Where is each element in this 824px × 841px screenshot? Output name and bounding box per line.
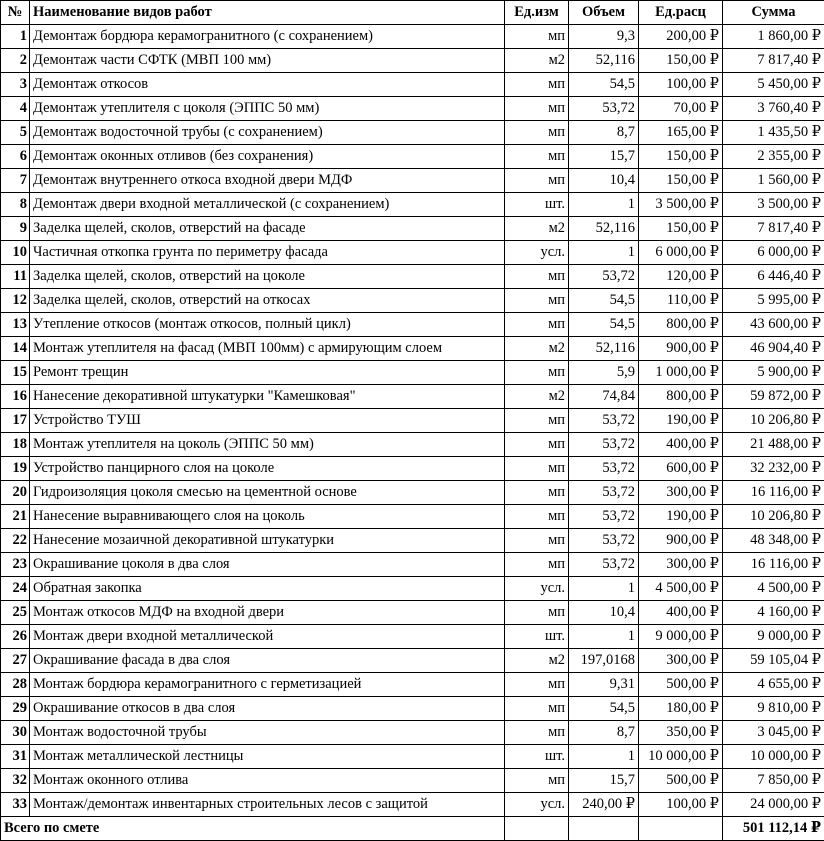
quantity-cell: 5,9 (569, 361, 639, 385)
total-gap-cell (639, 817, 723, 841)
unit-cell: м2 (505, 337, 569, 361)
unit-cell: шт. (505, 625, 569, 649)
unit-cell: усл. (505, 241, 569, 265)
sum-cell: 5 450,00 ₽ (723, 73, 824, 97)
quantity-cell: 54,5 (569, 73, 639, 97)
quantity-cell: 53,72 (569, 481, 639, 505)
unit-cell: мп (505, 409, 569, 433)
work-name: Обратная закопка (30, 577, 505, 601)
work-name: Заделка щелей, сколов, отверстий на фасаде (30, 217, 505, 241)
row-number: 21 (1, 505, 30, 529)
sum-cell: 5 995,00 ₽ (723, 289, 824, 313)
sum-cell: 2 355,00 ₽ (723, 145, 824, 169)
quantity-cell: 15,7 (569, 145, 639, 169)
work-name: Нанесение выравнивающего слоя на цоколь (30, 505, 505, 529)
row-number: 5 (1, 121, 30, 145)
unit-cell: мп (505, 73, 569, 97)
quantity-cell: 53,72 (569, 409, 639, 433)
sum-cell: 10 000,00 ₽ (723, 745, 824, 769)
quantity-cell: 53,72 (569, 433, 639, 457)
table-row (1, 697, 824, 721)
unit-price-cell: 70,00 ₽ (639, 97, 723, 121)
unit-price-cell: 9 000,00 ₽ (639, 625, 723, 649)
sum-cell: 1 435,50 ₽ (723, 121, 824, 145)
work-name: Демонтаж двери входной металлической (с сохранением) (30, 193, 505, 217)
header-num: № (1, 1, 30, 25)
table-row (1, 505, 824, 529)
sum-cell: 7 817,40 ₽ (723, 217, 824, 241)
unit-cell: мп (505, 145, 569, 169)
row-number: 3 (1, 73, 30, 97)
unit-cell: мп (505, 769, 569, 793)
table-row (1, 97, 824, 121)
row-number: 13 (1, 313, 30, 337)
table-row (1, 361, 824, 385)
table-row (1, 649, 824, 673)
unit-price-cell: 6 000,00 ₽ (639, 241, 723, 265)
sum-cell: 1 560,00 ₽ (723, 169, 824, 193)
row-number: 22 (1, 529, 30, 553)
work-name: Заделка щелей, сколов, отверстий на откосах (30, 289, 505, 313)
row-number: 14 (1, 337, 30, 361)
table-row (1, 553, 824, 577)
table-row (1, 169, 824, 193)
quantity-cell: 1 (569, 241, 639, 265)
unit-price-cell: 190,00 ₽ (639, 409, 723, 433)
unit-cell: м2 (505, 49, 569, 73)
table-row (1, 25, 824, 49)
work-name: Окрашивание фасада в два слоя (30, 649, 505, 673)
quantity-cell: 74,84 (569, 385, 639, 409)
unit-cell: усл. (505, 793, 569, 817)
work-name: Окрашивание откосов в два слоя (30, 697, 505, 721)
quantity-cell: 10,4 (569, 601, 639, 625)
quantity-cell: 1 (569, 745, 639, 769)
table-row (1, 625, 824, 649)
work-name: Демонтаж бордюра керамогранитного (с сохранением) (30, 25, 505, 49)
unit-cell: мп (505, 97, 569, 121)
unit-cell: мп (505, 721, 569, 745)
unit-price-cell: 800,00 ₽ (639, 313, 723, 337)
row-number: 15 (1, 361, 30, 385)
quantity-cell: 52,116 (569, 217, 639, 241)
table-row (1, 265, 824, 289)
sum-cell: 43 600,00 ₽ (723, 313, 824, 337)
work-name: Утепление откосов (монтаж откосов, полный цикл) (30, 313, 505, 337)
quantity-cell: 53,72 (569, 553, 639, 577)
quantity-cell: 53,72 (569, 529, 639, 553)
row-number: 7 (1, 169, 30, 193)
unit-cell: мп (505, 697, 569, 721)
unit-cell: мп (505, 505, 569, 529)
quantity-cell: 54,5 (569, 313, 639, 337)
sum-cell: 9 810,00 ₽ (723, 697, 824, 721)
unit-price-cell: 3 500,00 ₽ (639, 193, 723, 217)
work-name: Монтаж откосов МДФ на входной двери (30, 601, 505, 625)
row-number: 18 (1, 433, 30, 457)
total-label: Всего по смете (1, 817, 505, 841)
table-row (1, 241, 824, 265)
row-number: 19 (1, 457, 30, 481)
row-number: 24 (1, 577, 30, 601)
unit-cell: мп (505, 529, 569, 553)
unit-price-cell: 10 000,00 ₽ (639, 745, 723, 769)
quantity-cell: 1 (569, 577, 639, 601)
unit-price-cell: 400,00 ₽ (639, 433, 723, 457)
row-number: 10 (1, 241, 30, 265)
work-name: Устройство ТУШ (30, 409, 505, 433)
sum-cell: 16 116,00 ₽ (723, 553, 824, 577)
work-name: Ремонт трещин (30, 361, 505, 385)
unit-price-cell: 300,00 ₽ (639, 553, 723, 577)
unit-price-cell: 300,00 ₽ (639, 649, 723, 673)
total-sum: 501 112,14 ₽ (723, 817, 824, 841)
unit-price-cell: 150,00 ₽ (639, 49, 723, 73)
row-number: 2 (1, 49, 30, 73)
work-name: Нанесение декоративной штукатурки "Камешковая" (30, 385, 505, 409)
table-row (1, 601, 824, 625)
sum-cell: 4 655,00 ₽ (723, 673, 824, 697)
row-number: 11 (1, 265, 30, 289)
row-number: 8 (1, 193, 30, 217)
table-row (1, 577, 824, 601)
table-row (1, 745, 824, 769)
row-number: 28 (1, 673, 30, 697)
unit-price-cell: 110,00 ₽ (639, 289, 723, 313)
unit-price-cell: 600,00 ₽ (639, 457, 723, 481)
quantity-cell: 8,7 (569, 721, 639, 745)
sum-cell: 6 000,00 ₽ (723, 241, 824, 265)
unit-price-cell: 150,00 ₽ (639, 145, 723, 169)
unit-price-cell: 900,00 ₽ (639, 529, 723, 553)
work-name: Гидроизоляция цоколя смесью на цементной основе (30, 481, 505, 505)
sum-cell: 3 045,00 ₽ (723, 721, 824, 745)
row-number: 12 (1, 289, 30, 313)
row-number: 26 (1, 625, 30, 649)
sum-cell: 7 817,40 ₽ (723, 49, 824, 73)
unit-cell: мп (505, 553, 569, 577)
table-row (1, 313, 824, 337)
table-row (1, 409, 824, 433)
header-row (1, 1, 824, 25)
unit-cell: мп (505, 601, 569, 625)
header-sum: Сумма (723, 1, 824, 25)
table-row (1, 289, 824, 313)
unit-cell: мп (505, 361, 569, 385)
unit-cell: м2 (505, 385, 569, 409)
row-number: 27 (1, 649, 30, 673)
quantity-cell: 197,0168 (569, 649, 639, 673)
unit-price-cell: 4 500,00 ₽ (639, 577, 723, 601)
quantity-cell: 10,4 (569, 169, 639, 193)
unit-cell: мп (505, 265, 569, 289)
row-number: 25 (1, 601, 30, 625)
unit-price-cell: 350,00 ₽ (639, 721, 723, 745)
work-name: Нанесение мозаичной декоративной штукатурки (30, 529, 505, 553)
table-row (1, 793, 824, 817)
row-number: 1 (1, 25, 30, 49)
unit-price-cell: 200,00 ₽ (639, 25, 723, 49)
sum-cell: 3 760,40 ₽ (723, 97, 824, 121)
unit-cell: мп (505, 481, 569, 505)
unit-cell: мп (505, 25, 569, 49)
total-gap-cell (569, 817, 639, 841)
quantity-cell: 52,116 (569, 337, 639, 361)
quantity-cell: 9,3 (569, 25, 639, 49)
table-row (1, 73, 824, 97)
sum-cell: 24 000,00 ₽ (723, 793, 824, 817)
table-row (1, 217, 824, 241)
row-number: 4 (1, 97, 30, 121)
row-number: 9 (1, 217, 30, 241)
quantity-cell: 8,7 (569, 121, 639, 145)
unit-price-cell: 150,00 ₽ (639, 169, 723, 193)
row-number: 17 (1, 409, 30, 433)
sum-cell: 1 860,00 ₽ (723, 25, 824, 49)
header-unit: Ед.изм (505, 1, 569, 25)
work-name: Демонтаж части СФТК (МВП 100 мм) (30, 49, 505, 73)
unit-cell: шт. (505, 745, 569, 769)
table-row (1, 49, 824, 73)
work-name: Демонтаж откосов (30, 73, 505, 97)
work-name: Монтаж/демонтаж инвентарных строительных лесов с защитой (30, 793, 505, 817)
sum-cell: 5 900,00 ₽ (723, 361, 824, 385)
unit-price-cell: 1 000,00 ₽ (639, 361, 723, 385)
unit-cell: м2 (505, 649, 569, 673)
sum-cell: 48 348,00 ₽ (723, 529, 824, 553)
table-row (1, 673, 824, 697)
sum-cell: 4 160,00 ₽ (723, 601, 824, 625)
work-name: Демонтаж водосточной трубы (с сохранением) (30, 121, 505, 145)
quantity-cell: 52,116 (569, 49, 639, 73)
table-row (1, 385, 824, 409)
work-name: Монтаж утеплителя на цоколь (ЭППС 50 мм) (30, 433, 505, 457)
work-name: Монтаж бордюра керамогранитного с герметизацией (30, 673, 505, 697)
sum-cell: 21 488,00 ₽ (723, 433, 824, 457)
sum-cell: 10 206,80 ₽ (723, 505, 824, 529)
quantity-cell: 53,72 (569, 505, 639, 529)
row-number: 23 (1, 553, 30, 577)
sum-cell: 7 850,00 ₽ (723, 769, 824, 793)
header-price: Ед.расц (639, 1, 723, 25)
unit-price-cell: 500,00 ₽ (639, 673, 723, 697)
quantity-cell: 53,72 (569, 457, 639, 481)
sum-cell: 4 500,00 ₽ (723, 577, 824, 601)
unit-price-cell: 190,00 ₽ (639, 505, 723, 529)
quantity-cell: 1 (569, 193, 639, 217)
work-name: Монтаж металлической лестницы (30, 745, 505, 769)
unit-cell: м2 (505, 217, 569, 241)
sum-cell: 16 116,00 ₽ (723, 481, 824, 505)
total-row (1, 817, 824, 841)
work-name: Монтаж водосточной трубы (30, 721, 505, 745)
sum-cell: 59 105,04 ₽ (723, 649, 824, 673)
table-row (1, 769, 824, 793)
quantity-cell: 53,72 (569, 97, 639, 121)
quantity-cell: 53,72 (569, 265, 639, 289)
table-row (1, 145, 824, 169)
row-number: 6 (1, 145, 30, 169)
unit-price-cell: 120,00 ₽ (639, 265, 723, 289)
table-row (1, 529, 824, 553)
sum-cell: 6 446,40 ₽ (723, 265, 824, 289)
row-number: 30 (1, 721, 30, 745)
quantity-cell: 54,5 (569, 697, 639, 721)
unit-price-cell: 100,00 ₽ (639, 793, 723, 817)
sum-cell: 46 904,40 ₽ (723, 337, 824, 361)
table-row (1, 721, 824, 745)
unit-price-cell: 165,00 ₽ (639, 121, 723, 145)
row-number: 29 (1, 697, 30, 721)
unit-price-cell: 900,00 ₽ (639, 337, 723, 361)
row-number: 32 (1, 769, 30, 793)
unit-price-cell: 180,00 ₽ (639, 697, 723, 721)
quantity-cell: 9,31 (569, 673, 639, 697)
unit-price-cell: 300,00 ₽ (639, 481, 723, 505)
unit-price-cell: 800,00 ₽ (639, 385, 723, 409)
work-name: Демонтаж оконных отливов (без сохранения) (30, 145, 505, 169)
work-name: Устройство панцирного слоя на цоколе (30, 457, 505, 481)
sum-cell: 59 872,00 ₽ (723, 385, 824, 409)
work-name: Монтаж двери входной металлической (30, 625, 505, 649)
unit-cell: мп (505, 457, 569, 481)
unit-price-cell: 100,00 ₽ (639, 73, 723, 97)
unit-price-cell: 400,00 ₽ (639, 601, 723, 625)
total-gap-cell (505, 817, 569, 841)
table-row (1, 481, 824, 505)
sum-cell: 9 000,00 ₽ (723, 625, 824, 649)
work-name: Монтаж утеплителя на фасад (МВП 100мм) с армирующим слоем (30, 337, 505, 361)
table-body (1, 25, 824, 817)
work-name: Частичная откопка грунта по периметру фасада (30, 241, 505, 265)
quantity-cell: 240,00 ₽ (569, 793, 639, 817)
header-name: Наименование видов работ (30, 1, 505, 25)
quantity-cell: 54,5 (569, 289, 639, 313)
table-row (1, 433, 824, 457)
table-row (1, 121, 824, 145)
table-row (1, 193, 824, 217)
header-qty: Объем (569, 1, 639, 25)
quantity-cell: 1 (569, 625, 639, 649)
work-name: Монтаж оконного отлива (30, 769, 505, 793)
sum-cell: 32 232,00 ₽ (723, 457, 824, 481)
unit-cell: мп (505, 169, 569, 193)
row-number: 20 (1, 481, 30, 505)
work-name: Заделка щелей, сколов, отверстий на цоколе (30, 265, 505, 289)
row-number: 16 (1, 385, 30, 409)
sum-cell: 3 500,00 ₽ (723, 193, 824, 217)
work-name: Демонтаж утеплителя с цоколя (ЭППС 50 мм) (30, 97, 505, 121)
unit-cell: мп (505, 673, 569, 697)
unit-price-cell: 150,00 ₽ (639, 217, 723, 241)
unit-price-cell: 500,00 ₽ (639, 769, 723, 793)
unit-cell: мп (505, 433, 569, 457)
row-number: 33 (1, 793, 30, 817)
work-name: Окрашивание цоколя в два слоя (30, 553, 505, 577)
unit-cell: шт. (505, 193, 569, 217)
row-number: 31 (1, 745, 30, 769)
quantity-cell: 15,7 (569, 769, 639, 793)
table-row (1, 457, 824, 481)
unit-cell: мп (505, 289, 569, 313)
table-row (1, 337, 824, 361)
unit-cell: мп (505, 313, 569, 337)
unit-cell: усл. (505, 577, 569, 601)
sum-cell: 10 206,80 ₽ (723, 409, 824, 433)
work-name: Демонтаж внутреннего откоса входной двери МДФ (30, 169, 505, 193)
unit-cell: мп (505, 121, 569, 145)
